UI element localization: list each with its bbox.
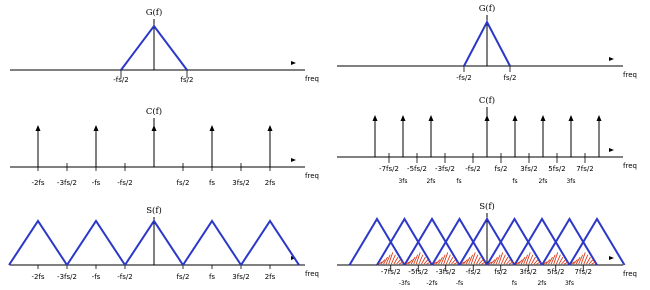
sub-tick-label: fs [512, 178, 518, 185]
freq-label: freq [305, 172, 319, 180]
tick-label: -3fs/2 [435, 268, 456, 276]
tick-label: -5fs/2 [408, 268, 429, 276]
tick-label: fs/2 [176, 273, 190, 281]
freq-arrow-icon [609, 148, 614, 152]
impulse-arrow-icon [152, 125, 157, 131]
tick-label: fs [208, 273, 216, 281]
impulse-arrow-icon [569, 115, 574, 121]
tick-label: -fs/2 [113, 76, 129, 84]
impulse-arrow-icon [541, 115, 546, 121]
tick-label: -3fs/2 [435, 165, 455, 173]
impulse-arrow-icon [210, 125, 215, 131]
freq-label: freq [305, 75, 319, 83]
tick-label: 3fs/2 [232, 179, 250, 187]
spectrum-triangle [183, 221, 241, 265]
tick-label: -5fs/2 [407, 165, 427, 173]
panel-left-mid [10, 106, 319, 187]
tick-label: 3fs/2 [519, 268, 537, 276]
spectrum-triangle [405, 219, 460, 265]
tick-label: -7fs/2 [380, 268, 401, 276]
spectrum-triangle [377, 219, 432, 265]
tick-label: -3fs/2 [57, 273, 77, 281]
tick-label: -2fs [31, 179, 45, 187]
panel-title: S(f) [146, 206, 162, 216]
panel-title: G(f) [145, 8, 163, 18]
panel-title: C(f) [478, 96, 496, 106]
tick-label: -fs [91, 273, 101, 281]
impulse-arrow-icon [373, 115, 378, 121]
tick-label: -fs/2 [456, 74, 472, 82]
tick-label: -fs/2 [465, 165, 481, 173]
tick-label: 5fs/2 [548, 165, 566, 173]
spectrum-triangle [542, 219, 597, 265]
impulse-arrow-icon [513, 115, 518, 121]
freq-arrow-icon [609, 57, 614, 61]
freq-label: freq [623, 162, 637, 170]
sub-tick-label: 2fs [426, 178, 436, 185]
tick-label: -fs/2 [117, 179, 133, 187]
freq-label: freq [623, 71, 637, 79]
tick-label: -7fs/2 [379, 165, 399, 173]
sub-tick-label: fs [456, 178, 462, 185]
tick-label: fs/2 [494, 165, 508, 173]
tick-label: fs/2 [494, 268, 508, 276]
spectrum-triangle [515, 219, 570, 265]
tick-label: 3fs/2 [232, 273, 250, 281]
sub-tick-label: fs [511, 280, 518, 287]
sub-tick-label: -fs [455, 280, 464, 287]
impulse-arrow-icon [401, 115, 406, 121]
tick-label: 7fs/2 [574, 268, 592, 276]
tick-label: 2fs [264, 273, 276, 281]
tick-label: -fs [91, 179, 101, 187]
tick-label: -3fs/2 [57, 179, 77, 187]
sub-tick-label: 3fs [398, 178, 408, 185]
tick-label: -2fs [31, 273, 45, 281]
panel-title: S(f) [479, 202, 495, 212]
impulse-arrow-icon [485, 115, 490, 121]
tick-label: -fs/2 [465, 268, 481, 276]
sub-tick-label: 3fs [566, 178, 576, 185]
tick-label: fs/2 [180, 76, 194, 84]
impulse-arrow-icon [597, 115, 602, 121]
panel-title: G(f) [478, 4, 496, 14]
sub-tick-label: -2fs [426, 280, 438, 287]
spectrum-triangle [241, 221, 299, 265]
freq-arrow-icon [291, 61, 296, 65]
tick-label: 3fs/2 [520, 165, 538, 173]
sub-tick-label: 2fs [538, 178, 548, 185]
tick-label: 7fs/2 [576, 165, 594, 173]
panel-right-top [337, 3, 637, 82]
tick-label: -fs/2 [117, 273, 133, 281]
tick-label: fs [208, 179, 216, 187]
spectrum-triangle [9, 221, 67, 265]
impulse-arrow-icon [429, 115, 434, 121]
freq-arrow-icon [609, 256, 614, 260]
tick-label: 5fs/2 [547, 268, 565, 276]
sub-tick-label: 2fs [537, 280, 547, 287]
spectrum-triangle [570, 219, 625, 265]
freq-arrow-icon [291, 158, 296, 162]
tick-label: fs/2 [176, 179, 190, 187]
panel-left-bot [9, 205, 319, 281]
tick-label: fs/2 [503, 74, 517, 82]
spectrum-triangle [487, 219, 542, 265]
tick-label: 2fs [264, 179, 276, 187]
impulse-arrow-icon [268, 125, 273, 131]
impulse-arrow-icon [94, 125, 99, 131]
panel-title: C(f) [145, 107, 163, 117]
spectrum-triangle [67, 221, 125, 265]
freq-label: freq [305, 270, 319, 278]
panel-right-mid [337, 95, 637, 185]
freq-label: freq [623, 270, 637, 278]
sub-tick-label: -3fs [398, 280, 411, 287]
sub-tick-label: 3fs [564, 280, 575, 287]
spectrum-triangle [432, 219, 487, 265]
panel-right-bot [337, 201, 637, 287]
impulse-arrow-icon [36, 125, 41, 131]
spectrum-triangle [350, 219, 405, 265]
panel-left-top [10, 7, 319, 84]
